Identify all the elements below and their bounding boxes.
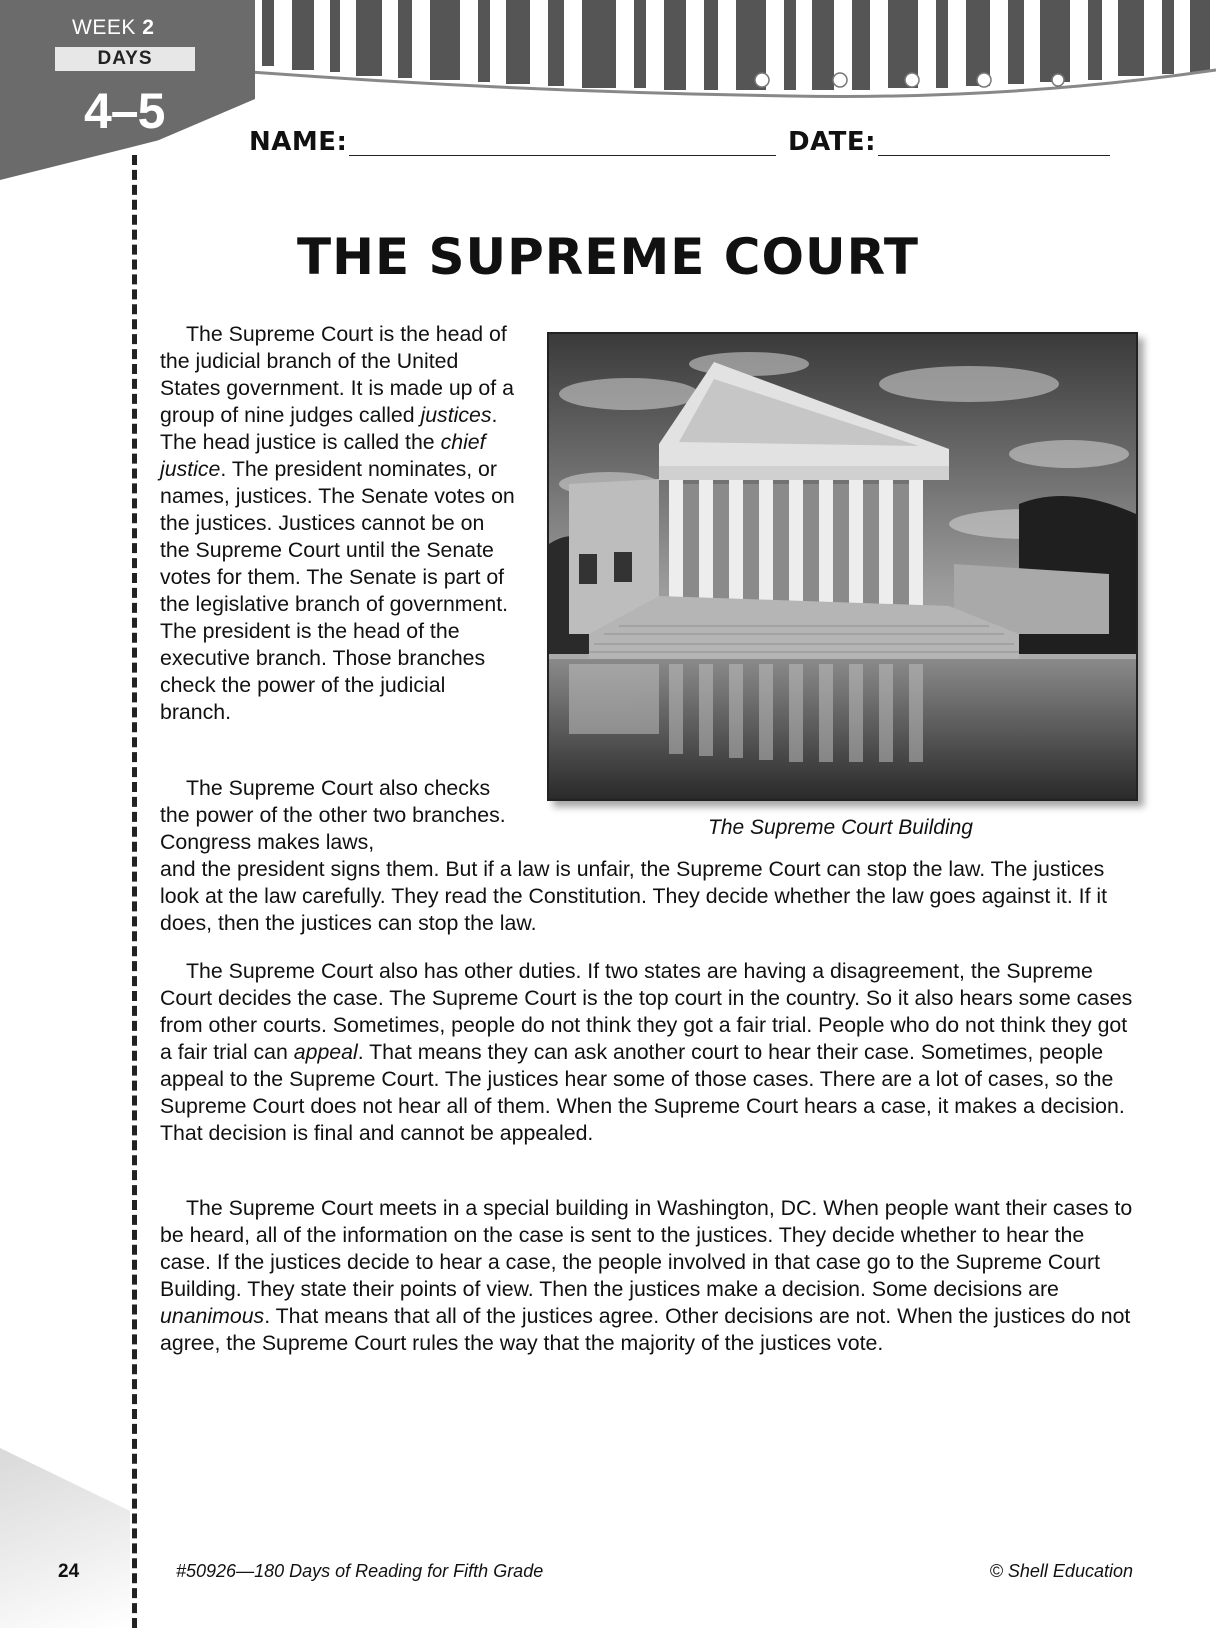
margin-rule — [132, 155, 137, 1628]
week-label: WEEK 2 — [72, 16, 155, 39]
supreme-court-photo — [547, 332, 1138, 801]
copyright: © Shell Education — [989, 1561, 1133, 1581]
name-label: NAME: — [249, 127, 348, 157]
date-label: DATE: — [788, 127, 877, 157]
days-range: 4–5 — [84, 83, 165, 139]
supreme-court-building-icon — [549, 334, 1136, 799]
name-field[interactable] — [349, 155, 776, 156]
page-title: THE SUPREME COURT — [297, 228, 919, 286]
date-field[interactable] — [878, 155, 1110, 156]
paragraph-1: The Supreme Court is the head of the judicial branch of the United States government. It is made up of a group of nine judges called justices. The head justice is called the chief justice. The president nominates, or names, justices. The Senate votes on the justices. Justices cannot be on the Supreme Court until the Senate votes for them. The Senate is part of the legislative branch of government. The president is the head of the executive branch. Those branches check the power of the judicial branch. — [160, 322, 515, 724]
photo-caption: The Supreme Court Building — [708, 816, 973, 839]
days-label: DAYS — [55, 47, 195, 71]
term-unanimous: unanimous — [160, 1304, 265, 1328]
paragraph-2b: and the president signs them. But if a law is unfair, the Supreme Court can stop the law. The justices look at the law carefully. They read the Constitution. They decide whether the law goes against it. If it does, then the justices can stop the law. — [160, 857, 1108, 935]
paragraph-2a: The Supreme Court also checks the power of the other two branches. Congress makes laws, — [160, 776, 506, 854]
footer-wedge — [0, 1448, 130, 1628]
term-chief-justice: chief justice — [160, 430, 486, 481]
term-justices: justices — [420, 403, 492, 427]
term-appeal: appeal — [293, 1040, 358, 1064]
paragraph-3: The Supreme Court also has other duties. If two states are having a disagreement, the Supreme Court decides the case. The Supreme Court is the top court in the country. So it also hears some cases from other courts. Sometimes, people do not think they got a fair trial. People who do not think they got a fair trial can appeal. That means they can ask another court to hear their case. Sometimes, people appeal to the Supreme Court. The justices hear some of those cases. There are a lot of cases, so the Supreme Court does not hear all of them. When the Supreme Court hears a case, it makes a decision. That decision is final and cannot be appealed. — [160, 959, 1133, 1145]
page-number: 24 — [58, 1561, 80, 1582]
paragraph-4: The Supreme Court meets in a special building in Washington, DC. When people want their cases to be heard, all of the information on the case is sent to the justices. They decide whether to hear the case. If the justices decide to hear a case, the people involved in that case go to the Supreme Court Building. They state their points of view. Then the justices make a decision. Some decisions are unanimous. That means that all of the justices agree. Other decisions are not. When the justices do not agree, the Supreme Court rules the way that the majority of the justices vote. — [160, 1196, 1133, 1355]
book-title: #50926—180 Days of Reading for Fifth Grade — [176, 1561, 544, 1581]
